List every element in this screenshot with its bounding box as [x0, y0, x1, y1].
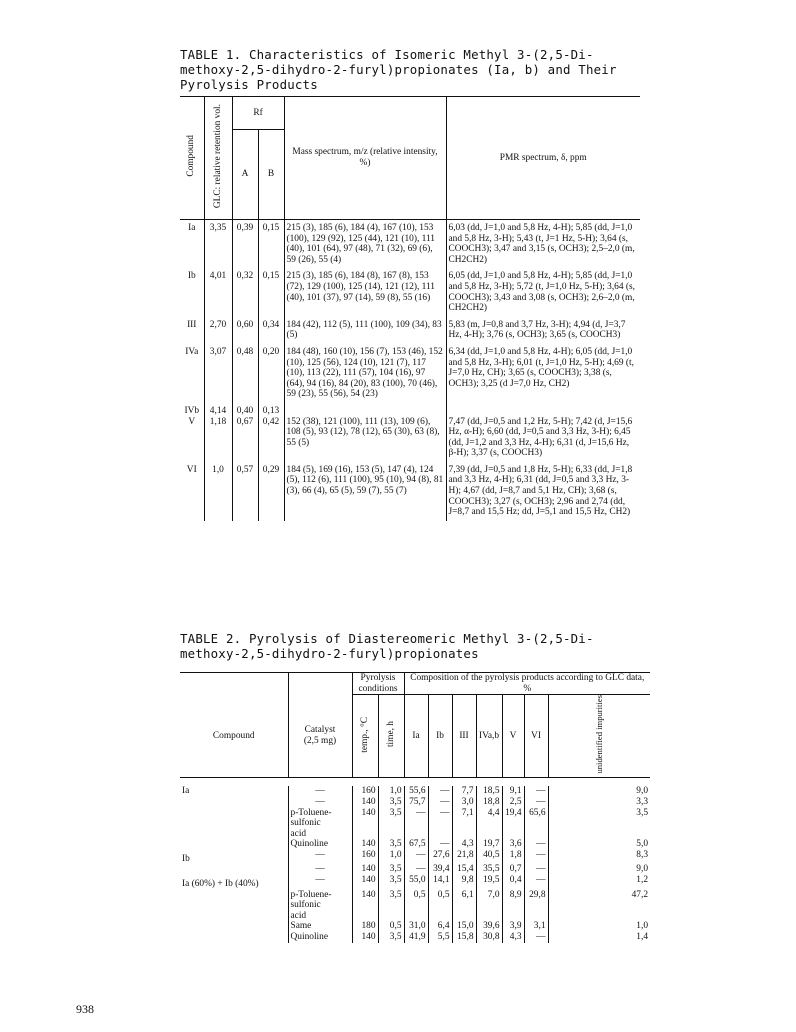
t1-cell-pmr: 6,03 (dd, J=1,0 and 5,8 Hz, 4-H); 5,85 (dd, J=1,0 and 5,8 Hz, 3-H); 5,43 (t, J=1 Hz, 5-H); 3,64 (s, COOCH3); 3,47 and 3,15 (s, OCH3); 2,5–2,0 (m, CH2CH2) — [446, 220, 640, 269]
t2-cell-unid: 3,3 — [548, 797, 650, 808]
t2-header-pyrolysis: Pyrolysis conditions — [352, 673, 404, 695]
t2-header-iii: III — [452, 695, 476, 778]
t2-cell-ib: — — [428, 797, 452, 808]
t1-cell-compound: IVb V — [184, 405, 200, 427]
t2-cell-time: 3,5 — [378, 864, 404, 875]
t2-row — [180, 808, 650, 840]
t2-cell-temp: 140 — [352, 875, 378, 890]
t2-cell-catalyst: Quinoline — [288, 839, 352, 850]
t2-row — [180, 786, 650, 797]
t2-cell-ia: 67,5 — [404, 839, 428, 850]
t2-cell-ib: 39,4 — [428, 864, 452, 875]
t2-cell-iii: 21,8 — [452, 850, 476, 865]
table1 — [180, 96, 640, 521]
t2-cell-v: 8,9 — [502, 890, 524, 922]
t2-cell-vi: — — [524, 864, 548, 875]
t2-cell-unid: 8,3 — [548, 850, 650, 865]
t2-cell-ia: — — [404, 850, 428, 865]
t2-cell-unid: 9,0 — [548, 786, 650, 797]
t2-cell-time: 3,5 — [378, 890, 404, 922]
t2-header-vi: VI — [524, 695, 548, 778]
t2-cell-ia: 55,0 — [404, 875, 428, 890]
t2-cell-temp: 140 — [352, 839, 378, 850]
t1-cell-rf-a: 0,32 — [232, 268, 258, 316]
t2-cell-v: 3,6 — [502, 839, 524, 850]
t1-cell-rf-b: 0,15 — [258, 268, 284, 316]
t1-cell-mass: 184 (5), 169 (16), 153 (5), 147 (4), 124 (5), 112 (6), 111 (100), 95 (10), 94 (8), 81 (3), 66 (4), 65 (5), 59 (7), 55 (7) — [284, 462, 446, 521]
t2-row — [180, 890, 650, 922]
t2-cell-time: 0,5 — [378, 921, 404, 932]
t2-cell-ivab: 18,8 — [476, 797, 502, 808]
t2-cell-iii: 15,0 — [452, 921, 476, 932]
t2-cell-compound — [180, 797, 288, 808]
t1-cell-mass: 184 (42), 112 (5), 111 (100), 109 (34), 83 (5) — [284, 317, 446, 344]
t2-header-temp: temp., °C — [352, 695, 378, 778]
t1-cell-rf-a: 0,48 — [232, 344, 258, 403]
t2-cell-ia: 55,6 — [404, 786, 428, 797]
t2-cell-temp: 140 — [352, 932, 378, 943]
t1-header-compound: Compound — [180, 97, 204, 220]
t1-cell-compound: Ib — [187, 271, 196, 282]
t2-cell-time: 3,5 — [378, 932, 404, 943]
t2-cell-iii: 15,4 — [452, 864, 476, 875]
t2-cell-v: 19,4 — [502, 808, 524, 840]
t1-cell-compound: IVa — [185, 346, 199, 357]
t2-cell-ivab: 39,6 — [476, 921, 502, 932]
t1-row — [180, 268, 640, 316]
t1-row — [180, 344, 640, 403]
t2-cell-ib: — — [428, 808, 452, 840]
t2-cell-v: 2,5 — [502, 797, 524, 808]
table2 — [180, 672, 650, 943]
t2-cell-temp: 160 — [352, 786, 378, 797]
t1-header-glc: GLC: relative retention vol. — [204, 97, 232, 220]
t2-row — [180, 839, 650, 850]
t2-cell-temp: 160 — [352, 850, 378, 865]
t1-cell-compound: III — [187, 319, 197, 330]
t2-cell-vi: — — [524, 797, 548, 808]
t1-cell-pmr: 7,39 (dd, J=0,5 and 1,8 Hz, 5-H); 6,33 (dd, J=1,8 and 3,3 Hz, 4-H); 6,31 (dd, J=0,5 and 3,3 Hz, 3-H); 4,67 (dd, J=8,7 and 5,1 Hz, CH); 3,68 (s, COOCH3); 3,27 (s, OCH3); 2,96 and 2,74 (dd, J=8,7 and 15,5 Hz; dd, J=5,1 and 15,5 Hz, CH2) — [446, 462, 640, 521]
t2-cell-time: 1,0 — [378, 850, 404, 865]
t2-cell-vi: — — [524, 932, 548, 943]
t2-cell-ivab: 18,5 — [476, 786, 502, 797]
t1-header-pmr: PMR spectrum, δ, ppm — [446, 97, 640, 220]
t2-cell-v: 3,9 — [502, 921, 524, 932]
t2-header-time: time, h — [378, 695, 404, 778]
t1-cell-rf-b: 0,13 0,42 — [258, 403, 284, 462]
t2-cell-iii: 9,8 — [452, 875, 476, 890]
t2-cell-iii: 7,7 — [452, 786, 476, 797]
t1-header-rf: Rf — [232, 97, 284, 130]
t2-cell-compound: Ia (60%) + Ib (40%) — [182, 879, 259, 890]
t2-cell-catalyst: — — [288, 864, 352, 875]
t2-cell-temp: 180 — [352, 921, 378, 932]
t2-cell-compound: Ib — [182, 853, 190, 864]
t1-cell-glc: 3,07 — [204, 344, 232, 403]
t2-cell-ivab: 19,5 — [476, 875, 502, 890]
t2-cell-iii: 6,1 — [452, 890, 476, 922]
t1-cell-pmr: 5,83 (m, J=0,8 and 3,7 Hz, 3-H); 4,94 (d, J=3,7 Hz, 4-H); 3,76 (s, OCH3); 3,65 (s, COOCH3) — [446, 317, 640, 344]
t2-header-catalyst: Catalyst (2,5 mg) — [288, 695, 352, 778]
table1-caption: TABLE 1. Characteristics of Isomeric Methyl 3-(2,5-Di- methoxy-2,5-dihydro-2-furyl)propionates (Ia, b) and Their Pyrolysis Products — [180, 47, 617, 92]
t2-cell-compound — [180, 932, 288, 943]
t2-row — [180, 921, 650, 932]
t2-cell-ia: 41,9 — [404, 932, 428, 943]
page-number: 938 — [76, 1002, 94, 1016]
t2-cell-catalyst: — — [288, 786, 352, 797]
t2-cell-unid: 1,0 — [548, 921, 650, 932]
t2-cell-catalyst: Quinoline — [288, 932, 352, 943]
t1-cell-glc: 1,0 — [204, 462, 232, 521]
t2-cell-catalyst: p-Toluene- sulfonic acid — [288, 890, 352, 922]
t1-cell-rf-b: 0,20 — [258, 344, 284, 403]
t1-header-rf-b: B — [258, 130, 284, 220]
t2-row — [180, 932, 650, 943]
t2-header-composition: Composition of the pyrolysis products according to GLC data, % — [404, 673, 650, 695]
t2-cell-ia: — — [404, 808, 428, 840]
t2-row — [180, 864, 650, 875]
t2-cell-ib: — — [428, 839, 452, 850]
t2-cell-v: 9,1 — [502, 786, 524, 797]
t1-cell-rf-a: 0,39 — [232, 220, 258, 269]
t2-row — [180, 850, 650, 865]
t2-cell-ivab: 7,0 — [476, 890, 502, 922]
t2-cell-unid: 1,2 — [548, 875, 650, 890]
t2-cell-ib: 0,5 — [428, 890, 452, 922]
t2-cell-vi: 65,6 — [524, 808, 548, 840]
t1-cell-mass: 184 (48), 160 (10), 156 (7), 153 (46), 152 (10), 125 (56), 124 (10), 121 (7), 117 (10), 113 (22), 111 (57), 104 (16), 97 (64), 94 (16), 84 (20), 83 (100), 70 (46), 59 (23), 55 (56), 54 (23) — [284, 344, 446, 403]
t1-cell-rf-b: 0,29 — [258, 462, 284, 521]
t2-cell-ivab: 19,7 — [476, 839, 502, 850]
t1-cell-compound: Ia — [188, 223, 196, 233]
t1-cell-pmr: 7,47 (dd, J=0,5 and 1,2 Hz, 5-H); 7,42 (d, J=15,6 Hz, α-H); 6,60 (dd, J=0,5 and 3,3 Hz, 3-H); 6,45 (dd, J=1,2 and 3,3 Hz, 4-H); 6,31 (d, J=15,6 Hz, β-H); 3,37 (s, COOCH3) — [446, 403, 640, 462]
t2-cell-ivab: 35,5 — [476, 864, 502, 875]
t2-cell-ia: — — [404, 864, 428, 875]
t2-cell-catalyst: — — [288, 875, 352, 890]
t1-cell-glc: 2,70 — [204, 317, 232, 344]
t2-cell-catalyst: Same — [288, 921, 352, 932]
t2-cell-compound — [180, 839, 288, 850]
t2-header-ivab: IVa,b — [476, 695, 502, 778]
t1-cell-glc: 4,14 1,18 — [204, 403, 232, 462]
t1-cell-rf-b: 0,34 — [258, 317, 284, 344]
t2-header-unidentified: unidentified impurities — [548, 695, 650, 778]
t1-row — [180, 317, 640, 344]
t1-cell-glc: 3,35 — [204, 220, 232, 269]
t1-cell-mass: 215 (3), 185 (6), 184 (4), 167 (10), 153 (100), 129 (92), 125 (44), 121 (10), 111 (40), 101 (64), 97 (48), 71 (32), 69 (6), 59 (26), 55 (4) — [284, 220, 446, 269]
t2-cell-vi: — — [524, 850, 548, 865]
t2-cell-temp: 140 — [352, 808, 378, 840]
t2-header-compound: Compound — [180, 695, 288, 778]
t2-cell-vi: — — [524, 786, 548, 797]
t1-row — [180, 403, 640, 462]
t2-cell-unid: 1,4 — [548, 932, 650, 943]
t2-cell-time: 3,5 — [378, 808, 404, 840]
t1-cell-glc: 4,01 — [204, 268, 232, 316]
t2-cell-iii: 15,8 — [452, 932, 476, 943]
t2-cell-unid: 3,5 — [548, 808, 650, 840]
t2-cell-catalyst: p-Toluene- sulfonic acid — [288, 808, 352, 840]
t2-cell-v: 0,4 — [502, 875, 524, 890]
t2-header-ib: Ib — [428, 695, 452, 778]
t1-cell-pmr: 6,05 (dd, J=1,0 and 5,8 Hz, 4-H); 5,85 (dd, J=1,0 and 5,8 Hz, 3-H); 5,72 (t, J=1,0 Hz, 5-H); 3,64 (s, COOCH3); 3,43 and 3,08 (s, OCH3); 2,6–2,0 (m, CH2CH2) — [446, 268, 640, 316]
t2-cell-time: 3,5 — [378, 875, 404, 890]
t1-cell-mass: 215 (3), 185 (6), 184 (8), 167 (8), 153 (72), 129 (100), 125 (14), 121 (12), 111 (40), 101 (37), 97 (14), 59 (8), 55 (16) — [284, 268, 446, 316]
t2-header-ia: Ia — [404, 695, 428, 778]
t2-cell-compound — [180, 890, 288, 922]
t1-cell-rf-a: 0,57 — [232, 462, 258, 521]
t2-cell-unid: 9,0 — [548, 864, 650, 875]
t2-cell-iii: 7,1 — [452, 808, 476, 840]
t1-cell-rf-b: 0,15 — [258, 220, 284, 269]
t2-cell-compound — [180, 921, 288, 932]
t2-cell-unid: 5,0 — [548, 839, 650, 850]
t2-row — [180, 875, 650, 890]
t1-row — [180, 220, 640, 269]
t2-cell-temp: 140 — [352, 890, 378, 922]
t2-cell-v: 4,3 — [502, 932, 524, 943]
t2-cell-v: 1,8 — [502, 850, 524, 865]
t1-header-rf-a: A — [232, 130, 258, 220]
t2-cell-temp: 140 — [352, 864, 378, 875]
t2-cell-vi: — — [524, 839, 548, 850]
t2-cell-vi: 3,1 — [524, 921, 548, 932]
t2-cell-unid: 47,2 — [548, 890, 650, 922]
t1-cell-mass: 152 (38), 121 (100), 111 (13), 109 (6), 108 (5), 93 (12), 78 (12), 65 (30), 63 (8), 55 (5) — [284, 403, 446, 462]
t2-cell-iii: 3,0 — [452, 797, 476, 808]
t2-cell-ia: 75,7 — [404, 797, 428, 808]
table2-caption: TABLE 2. Pyrolysis of Diastereomeric Methyl 3-(2,5-Di- methoxy-2,5-dihydro-2-furyl)propionates — [180, 631, 594, 661]
t2-cell-iii: 4,3 — [452, 839, 476, 850]
t2-cell-catalyst: — — [288, 797, 352, 808]
t2-cell-ib: 5,5 — [428, 932, 452, 943]
t2-header-v: V — [502, 695, 524, 778]
t1-cell-rf-a: 0,40 0,67 — [232, 403, 258, 462]
t1-cell-compound: VI — [186, 464, 197, 475]
t2-cell-ib: 14,1 — [428, 875, 452, 890]
t1-row — [180, 462, 640, 521]
t2-cell-compound — [180, 808, 288, 840]
t2-cell-catalyst: — — [288, 850, 352, 865]
t2-cell-ia: 0,5 — [404, 890, 428, 922]
t2-cell-time: 3,5 — [378, 797, 404, 808]
t2-cell-ivab: 30,8 — [476, 932, 502, 943]
t2-cell-ib: — — [428, 786, 452, 797]
t2-cell-ib: 6,4 — [428, 921, 452, 932]
t2-cell-time: 3,5 — [378, 839, 404, 850]
t2-cell-vi: 29,8 — [524, 890, 548, 922]
t2-cell-ia: 31,0 — [404, 921, 428, 932]
t2-cell-vi: — — [524, 875, 548, 890]
t1-header-mass: Mass spectrum, m/z (relative intensity, %) — [284, 97, 446, 220]
t2-cell-ib: 27,6 — [428, 850, 452, 865]
t1-cell-rf-a: 0,60 — [232, 317, 258, 344]
t2-row — [180, 797, 650, 808]
t2-cell-v: 0,7 — [502, 864, 524, 875]
t2-cell-ivab: 4,4 — [476, 808, 502, 840]
t2-cell-ivab: 40,5 — [476, 850, 502, 865]
t2-cell-compound: Ia — [182, 786, 190, 797]
t2-cell-temp: 140 — [352, 797, 378, 808]
t2-cell-time: 1,0 — [378, 786, 404, 797]
t1-cell-pmr: 6,34 (dd, J=1,0 and 5,8 Hz, 4-H); 6,05 (dd, J=1,0 and 5,8 Hz, 3-H); 6,01 (t, J=1,0 Hz, 5-H); 4,69 (t, J=7,0 Hz, CH); 3,65 (s, COOCH3); 3,38 (s, OCH3); 3,25 (d J=7,0 Hz, CH2) — [446, 344, 640, 403]
t2-cell-compound — [180, 864, 288, 875]
